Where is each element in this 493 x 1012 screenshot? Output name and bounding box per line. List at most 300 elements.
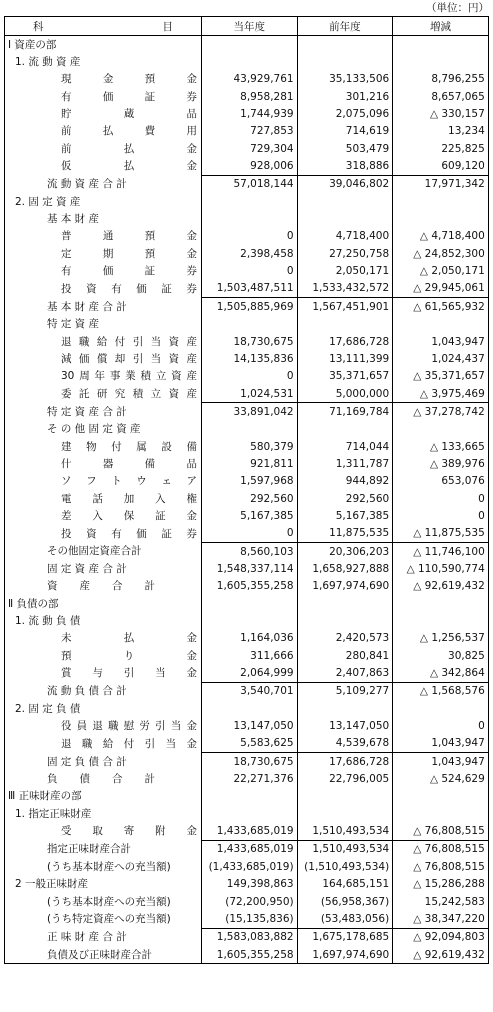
- current-year-value: [202, 316, 298, 333]
- current-year-value: (72,200,950): [202, 893, 298, 910]
- row-label-cell: [5, 840, 202, 858]
- header-change: 増減: [393, 17, 489, 36]
- previous-year-value: [297, 316, 393, 333]
- previous-year-value: 944,892: [297, 473, 393, 490]
- change-value: △ 76,808,515: [393, 840, 489, 858]
- row-label: 特 定 資 産: [47, 318, 100, 331]
- table-row: [5, 245, 489, 262]
- row-label: 前 払 金: [61, 142, 197, 155]
- previous-year-value: [297, 210, 393, 227]
- current-year-value: 3,540,701: [202, 682, 298, 700]
- row-label: 役員退職慰労引当金: [61, 720, 197, 733]
- current-year-value: 8,560,103: [202, 542, 298, 560]
- row-label: (うち特定資産への充当額): [47, 913, 171, 926]
- row-label: 指定正味財産合計: [47, 843, 131, 856]
- row-label: 特 定 資 産 合 計: [47, 405, 127, 418]
- row-label-cell: [5, 71, 202, 88]
- table-row: [5, 455, 489, 472]
- row-label: 賞 与 引 当 金: [61, 667, 197, 680]
- table-row: [5, 157, 489, 175]
- table-row: [5, 140, 489, 157]
- row-label: 流 動 負 債 合 計: [47, 685, 127, 698]
- change-value: 13,234: [393, 123, 489, 140]
- header-previous-year: 前年度: [297, 17, 393, 36]
- row-label-cell: [5, 316, 202, 333]
- previous-year-value: 280,841: [297, 647, 393, 664]
- table-row: [5, 753, 489, 771]
- row-label-cell: [5, 473, 202, 490]
- table-row: [5, 403, 489, 421]
- row-label: 有 価 証 券: [61, 90, 197, 103]
- table-row: [5, 840, 489, 858]
- previous-year-value: 5,109,277: [297, 682, 393, 700]
- row-label-cell: [5, 525, 202, 543]
- row-label-cell: [5, 664, 202, 682]
- change-value: [393, 53, 489, 70]
- row-label-cell: [5, 53, 202, 70]
- row-label: (うち基本財産への充当額): [47, 860, 171, 873]
- table-row: [5, 88, 489, 105]
- row-label-cell: [5, 210, 202, 227]
- change-value: △ 524,629: [393, 770, 489, 787]
- current-year-value: 580,379: [202, 438, 298, 455]
- current-year-value: 1,548,337,114: [202, 560, 298, 577]
- row-label: 基 本 財 産: [47, 213, 100, 226]
- row-label: 普 通 預 金: [61, 230, 197, 243]
- row-label-cell: [5, 876, 202, 893]
- current-year-value: 292,560: [202, 490, 298, 507]
- current-year-value: 1,503,487,511: [202, 280, 298, 298]
- previous-year-value: [297, 193, 393, 210]
- current-year-value: 14,135,836: [202, 350, 298, 367]
- change-value: 0: [393, 717, 489, 734]
- table-row: [5, 928, 489, 946]
- current-year-value: [202, 788, 298, 805]
- row-label: Ⅰ 資産の部: [8, 38, 57, 51]
- table-row: [5, 595, 489, 612]
- change-value: △ 37,278,742: [393, 403, 489, 421]
- row-label: 2. 固 定 負 債: [15, 702, 81, 715]
- row-label-cell: [5, 193, 202, 210]
- change-value: △ 92,619,432: [393, 578, 489, 595]
- row-label: 建 物 付 属 設 備: [61, 440, 197, 453]
- previous-year-value: 4,539,678: [297, 735, 393, 753]
- current-year-value: 928,006: [202, 157, 298, 175]
- header-item: [5, 17, 202, 36]
- table-row: [5, 123, 489, 140]
- change-value: 1,043,947: [393, 753, 489, 771]
- row-label-cell: [5, 298, 202, 316]
- change-value: [393, 612, 489, 629]
- previous-year-value: 17,686,728: [297, 753, 393, 771]
- change-value: △ 389,976: [393, 455, 489, 472]
- change-value: [393, 193, 489, 210]
- table-row: [5, 664, 489, 682]
- change-value: △ 1,256,537: [393, 630, 489, 647]
- change-value: [393, 36, 489, 54]
- row-label: 有 価 証 券: [61, 265, 197, 278]
- current-year-value: 1,744,939: [202, 105, 298, 122]
- row-label-cell: [5, 507, 202, 524]
- row-label-cell: [5, 858, 202, 875]
- change-value: △ 342,864: [393, 664, 489, 682]
- row-label-cell: [5, 542, 202, 560]
- current-year-value: 33,891,042: [202, 403, 298, 421]
- current-year-value: 5,167,385: [202, 507, 298, 524]
- previous-year-value: 1,311,787: [297, 455, 393, 472]
- current-year-value: (1,433,685,019): [202, 858, 298, 875]
- row-label-cell: [5, 228, 202, 245]
- table-row: [5, 822, 489, 840]
- row-label-cell: [5, 735, 202, 753]
- table-row: [5, 385, 489, 403]
- row-label-cell: [5, 788, 202, 805]
- previous-year-value: [297, 612, 393, 629]
- current-year-value: 43,929,761: [202, 71, 298, 88]
- row-label-cell: [5, 612, 202, 629]
- previous-year-value: [297, 700, 393, 717]
- table-row: [5, 560, 489, 577]
- row-label-cell: [5, 403, 202, 421]
- row-label-cell: [5, 893, 202, 910]
- row-label-cell: [5, 700, 202, 717]
- table-row: [5, 507, 489, 524]
- row-label: 預 り 金: [61, 649, 197, 662]
- table-row: [5, 210, 489, 227]
- current-year-value: 0: [202, 525, 298, 543]
- row-label-cell: [5, 682, 202, 700]
- table-row: [5, 647, 489, 664]
- table-row: [5, 525, 489, 543]
- table-row: [5, 71, 489, 88]
- row-label: 受 取 寄 附 金: [61, 825, 197, 838]
- row-label: 仮 払 金: [61, 160, 197, 173]
- row-label-cell: [5, 578, 202, 595]
- table-row: [5, 368, 489, 385]
- current-year-value: 13,147,050: [202, 717, 298, 734]
- previous-year-value: [297, 595, 393, 612]
- row-label: 投 資 有 価 証 券: [61, 282, 197, 295]
- row-label-cell: [5, 280, 202, 298]
- header-current-year: 当年度: [202, 17, 298, 36]
- row-label: 負債及び正味財産合計: [47, 948, 152, 961]
- current-year-value: 727,853: [202, 123, 298, 140]
- table-row: [5, 630, 489, 647]
- table-row: [5, 858, 489, 875]
- change-value: 8,796,255: [393, 71, 489, 88]
- current-year-value: [202, 210, 298, 227]
- table-row: [5, 175, 489, 193]
- row-label: 前 払 費 用: [61, 125, 197, 138]
- row-label: (うち基本財産への充当額): [47, 895, 171, 908]
- current-year-value: 2,064,999: [202, 664, 298, 682]
- previous-year-value: [297, 53, 393, 70]
- table-row: [5, 876, 489, 893]
- table-row: [5, 438, 489, 455]
- row-label-cell: [5, 36, 202, 54]
- change-value: △ 110,590,774: [393, 560, 489, 577]
- change-value: [393, 316, 489, 333]
- change-value: [393, 210, 489, 227]
- table-row: [5, 105, 489, 122]
- current-year-value: [202, 595, 298, 612]
- change-value: △ 29,945,061: [393, 280, 489, 298]
- row-label-cell: [5, 490, 202, 507]
- previous-year-value: 5,167,385: [297, 507, 393, 524]
- table-row: [5, 280, 489, 298]
- row-label: 固 定 負 債 合 計: [47, 755, 127, 768]
- row-label: Ⅱ 負債の部: [8, 597, 59, 610]
- table-row: [5, 717, 489, 734]
- row-label-cell: [5, 946, 202, 964]
- previous-year-value: 2,050,171: [297, 262, 393, 279]
- change-value: △ 15,286,288: [393, 876, 489, 893]
- table-row: [5, 473, 489, 490]
- change-value: 8,657,065: [393, 88, 489, 105]
- previous-year-value: 4,718,400: [297, 228, 393, 245]
- change-value: 0: [393, 490, 489, 507]
- previous-year-value: (56,958,367): [297, 893, 393, 910]
- row-label-cell: [5, 368, 202, 385]
- current-year-value: 0: [202, 262, 298, 279]
- row-label: 負 債 合 計: [47, 773, 155, 786]
- change-value: 1,024,437: [393, 350, 489, 367]
- current-year-value: [202, 612, 298, 629]
- current-year-value: 729,304: [202, 140, 298, 157]
- previous-year-value: 1,697,974,690: [297, 946, 393, 964]
- current-year-value: 311,666: [202, 647, 298, 664]
- row-label: 電 話 加 入 権: [61, 492, 197, 505]
- previous-year-value: 5,000,000: [297, 385, 393, 403]
- balance-sheet-table: [4, 16, 489, 964]
- change-value: 30,825: [393, 647, 489, 664]
- row-label-cell: [5, 385, 202, 403]
- previous-year-value: 301,216: [297, 88, 393, 105]
- previous-year-value: 714,044: [297, 438, 393, 455]
- table-row: [5, 805, 489, 822]
- row-label: その他固定資産合計: [47, 545, 142, 558]
- current-year-value: 18,730,675: [202, 753, 298, 771]
- row-label: 減価償却引当資産: [61, 352, 197, 365]
- header-item-right: 目: [162, 20, 173, 33]
- row-label: 貯 蔵 品: [61, 108, 197, 121]
- current-year-value: [202, 805, 298, 822]
- table-row: [5, 490, 489, 507]
- previous-year-value: [297, 788, 393, 805]
- previous-year-value: 318,886: [297, 157, 393, 175]
- previous-year-value: 2,407,863: [297, 664, 393, 682]
- current-year-value: (15,135,836): [202, 910, 298, 928]
- table-row: [5, 893, 489, 910]
- row-label: 1. 流 動 資 産: [15, 56, 81, 69]
- table-row: [5, 542, 489, 560]
- row-label-cell: [5, 140, 202, 157]
- change-value: [393, 421, 489, 438]
- current-year-value: 1,433,685,019: [202, 822, 298, 840]
- row-label: 什 器 備 品: [61, 457, 197, 470]
- row-label: 現 金 預 金: [61, 73, 197, 86]
- current-year-value: [202, 53, 298, 70]
- previous-year-value: 35,133,506: [297, 71, 393, 88]
- change-value: 1,043,947: [393, 735, 489, 753]
- change-value: △ 24,852,300: [393, 245, 489, 262]
- table-row: [5, 262, 489, 279]
- row-label-cell: [5, 245, 202, 262]
- current-year-value: [202, 36, 298, 54]
- table-row: [5, 578, 489, 595]
- header-item-left: 科: [33, 20, 163, 33]
- previous-year-value: 20,306,203: [297, 542, 393, 560]
- current-year-value: 1,164,036: [202, 630, 298, 647]
- change-value: △ 92,619,432: [393, 946, 489, 964]
- change-value: 653,076: [393, 473, 489, 490]
- previous-year-value: [297, 36, 393, 54]
- row-label: 未 払 金: [61, 632, 197, 645]
- change-value: △ 4,718,400: [393, 228, 489, 245]
- change-value: [393, 788, 489, 805]
- row-label: 資 産 合 計: [47, 580, 155, 593]
- previous-year-value: 13,111,399: [297, 350, 393, 367]
- previous-year-value: 39,046,802: [297, 175, 393, 193]
- previous-year-value: 292,560: [297, 490, 393, 507]
- current-year-value: 22,271,376: [202, 770, 298, 787]
- row-label: 退 職 給 付 引 当 金: [61, 737, 197, 750]
- previous-year-value: 35,371,657: [297, 368, 393, 385]
- table-row: [5, 788, 489, 805]
- header-row: [5, 17, 489, 36]
- previous-year-value: 714,619: [297, 123, 393, 140]
- table-row: [5, 53, 489, 70]
- current-year-value: [202, 421, 298, 438]
- row-label: 流 動 資 産 合 計: [47, 178, 127, 191]
- previous-year-value: 1,658,927,888: [297, 560, 393, 577]
- table-row: [5, 682, 489, 700]
- previous-year-value: 1,510,493,534: [297, 840, 393, 858]
- table-row: [5, 228, 489, 245]
- previous-year-value: 1,510,493,534: [297, 822, 393, 840]
- table-body: [5, 36, 489, 964]
- previous-year-value: (1,510,493,534): [297, 858, 393, 875]
- previous-year-value: 2,075,096: [297, 105, 393, 122]
- row-label-cell: [5, 262, 202, 279]
- change-value: △ 2,050,171: [393, 262, 489, 279]
- row-label: 差 入 保 証 金: [61, 509, 197, 522]
- previous-year-value: 164,685,151: [297, 876, 393, 893]
- previous-year-value: [297, 421, 393, 438]
- current-year-value: 921,811: [202, 455, 298, 472]
- change-value: 225,825: [393, 140, 489, 157]
- change-value: 15,242,583: [393, 893, 489, 910]
- unit-note: （単位：円）: [426, 2, 489, 14]
- change-value: △ 61,565,932: [393, 298, 489, 316]
- table-row: [5, 910, 489, 928]
- current-year-value: 1,605,355,258: [202, 946, 298, 964]
- table-row: [5, 770, 489, 787]
- table-row: [5, 946, 489, 964]
- row-label: 委託研究積立資産: [61, 387, 197, 400]
- row-label-cell: [5, 770, 202, 787]
- table-row: [5, 193, 489, 210]
- row-label: 退職給付引当資産: [61, 335, 197, 348]
- change-value: △ 76,808,515: [393, 822, 489, 840]
- table-row: [5, 298, 489, 316]
- previous-year-value: 2,420,573: [297, 630, 393, 647]
- row-label: ソ フ ト ウ ェ ア: [61, 475, 197, 488]
- row-label-cell: [5, 455, 202, 472]
- change-value: [393, 700, 489, 717]
- previous-year-value: (53,483,056): [297, 910, 393, 928]
- previous-year-value: 22,796,005: [297, 770, 393, 787]
- current-year-value: 1,597,968: [202, 473, 298, 490]
- change-value: △ 3,975,469: [393, 385, 489, 403]
- row-label-cell: [5, 805, 202, 822]
- previous-year-value: 27,250,758: [297, 245, 393, 262]
- table-row: [5, 735, 489, 753]
- change-value: [393, 595, 489, 612]
- table-row: [5, 350, 489, 367]
- change-value: 0: [393, 507, 489, 524]
- table-row: [5, 612, 489, 629]
- change-value: △ 38,347,220: [393, 910, 489, 928]
- row-label-cell: [5, 647, 202, 664]
- row-label-cell: [5, 910, 202, 928]
- row-label: Ⅲ 正味財産の部: [8, 790, 82, 803]
- change-value: △ 11,746,100: [393, 542, 489, 560]
- row-label-cell: [5, 438, 202, 455]
- current-year-value: 0: [202, 228, 298, 245]
- change-value: △ 133,665: [393, 438, 489, 455]
- row-label-cell: [5, 175, 202, 193]
- row-label-cell: [5, 560, 202, 577]
- change-value: △ 1,568,576: [393, 682, 489, 700]
- row-label: 基 本 財 産 合 計: [47, 300, 127, 313]
- change-value: △ 76,808,515: [393, 858, 489, 875]
- row-label-cell: [5, 928, 202, 946]
- row-label-cell: [5, 753, 202, 771]
- row-label-cell: [5, 350, 202, 367]
- current-year-value: 1,505,885,969: [202, 298, 298, 316]
- table-row: [5, 333, 489, 350]
- row-label: 2 一般正味財産: [15, 878, 89, 891]
- previous-year-value: 1,533,432,572: [297, 280, 393, 298]
- row-label-cell: [5, 421, 202, 438]
- change-value: 1,043,947: [393, 333, 489, 350]
- current-year-value: 1,024,531: [202, 385, 298, 403]
- change-value: △ 330,157: [393, 105, 489, 122]
- row-label: 30周年事業積立資産: [61, 370, 197, 383]
- previous-year-value: 503,479: [297, 140, 393, 157]
- row-label-cell: [5, 595, 202, 612]
- previous-year-value: 71,169,784: [297, 403, 393, 421]
- current-year-value: 57,018,144: [202, 175, 298, 193]
- row-label-cell: [5, 105, 202, 122]
- table-row: [5, 36, 489, 54]
- previous-year-value: 13,147,050: [297, 717, 393, 734]
- row-label-cell: [5, 822, 202, 840]
- row-label-cell: [5, 88, 202, 105]
- row-label: 1. 指定正味財産: [15, 807, 92, 820]
- current-year-value: 5,583,625: [202, 735, 298, 753]
- table-row: [5, 316, 489, 333]
- row-label-cell: [5, 157, 202, 175]
- current-year-value: 1,583,083,882: [202, 928, 298, 946]
- previous-year-value: 1,567,451,901: [297, 298, 393, 316]
- current-year-value: 0: [202, 368, 298, 385]
- current-year-value: [202, 193, 298, 210]
- current-year-value: 18,730,675: [202, 333, 298, 350]
- current-year-value: 1,605,355,258: [202, 578, 298, 595]
- change-value: △ 35,371,657: [393, 368, 489, 385]
